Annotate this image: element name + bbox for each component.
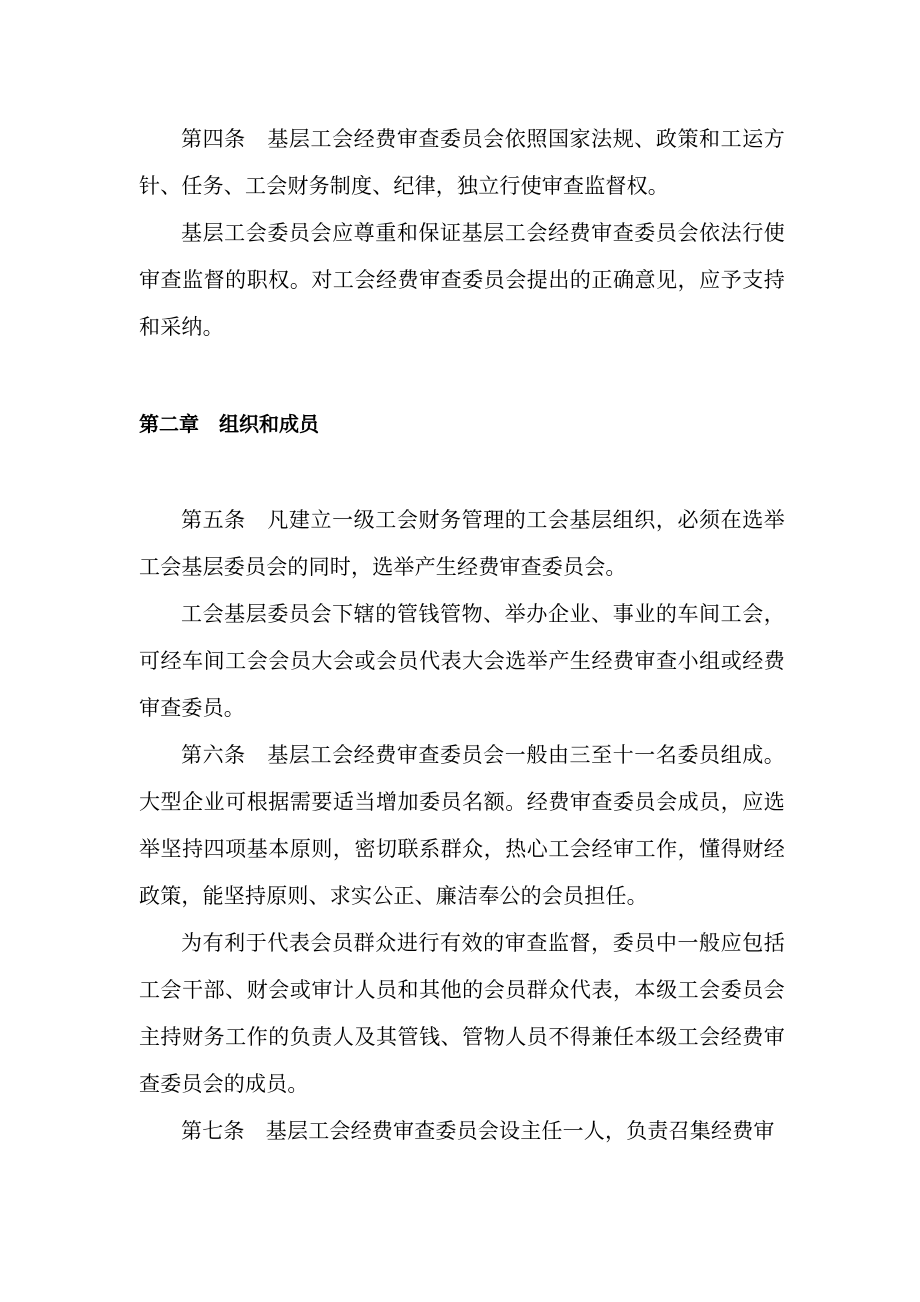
article-4-second-paragraph: 基层工会委员会应尊重和保证基层工会经费审查委员会依法行使审查监督的职权。对工会经费审查委员会提出的正确意见，应予支持和采纳。 xyxy=(139,221,785,339)
article-6-paragraph: 第六条 基层工会经费审查委员会一般由三至十一名委员组成。大型企业可根据需要适当增加委员名额。经费审查委员会成员，应选举坚持四项基本原则，密切联系群众，热心工会经审工作，懂得财经政策，能坚持原则、求实公正、廉洁奉公的会员担任。 xyxy=(139,743,785,908)
article-4-paragraph: 第四条 基层工会经费审查委员会依照国家法规、政策和工运方针、任务、工会财务制度、纪律，独立行使审查监督权。 xyxy=(139,127,785,198)
article-5-second-paragraph: 工会基层委员会下辖的管钱管物、举办企业、事业的车间工会，可经车间工会会员大会或会员代表大会选举产生经费审查小组或经费审查委员。 xyxy=(139,602,785,720)
article-6-second-paragraph: 为有利于代表会员群众进行有效的审查监督，委员中一般应包括工会干部、财会或审计人员和其他的会员群众代表，本级工会委员会主持财务工作的负责人及其管钱、管物人员不得兼任本级工会经费审查委员会的成员。 xyxy=(139,931,785,1096)
article-7-paragraph: 第七条 基层工会经费审查委员会设主任一人，负责召集经费审 xyxy=(181,1119,775,1143)
chapter-heading: 第二章 组织和成员 xyxy=(139,412,319,436)
article-5-paragraph: 第五条 凡建立一级工会财务管理的工会基层组织，必须在选举工会基层委员会的同时，选举产生经费审查委员会。 xyxy=(139,508,785,579)
